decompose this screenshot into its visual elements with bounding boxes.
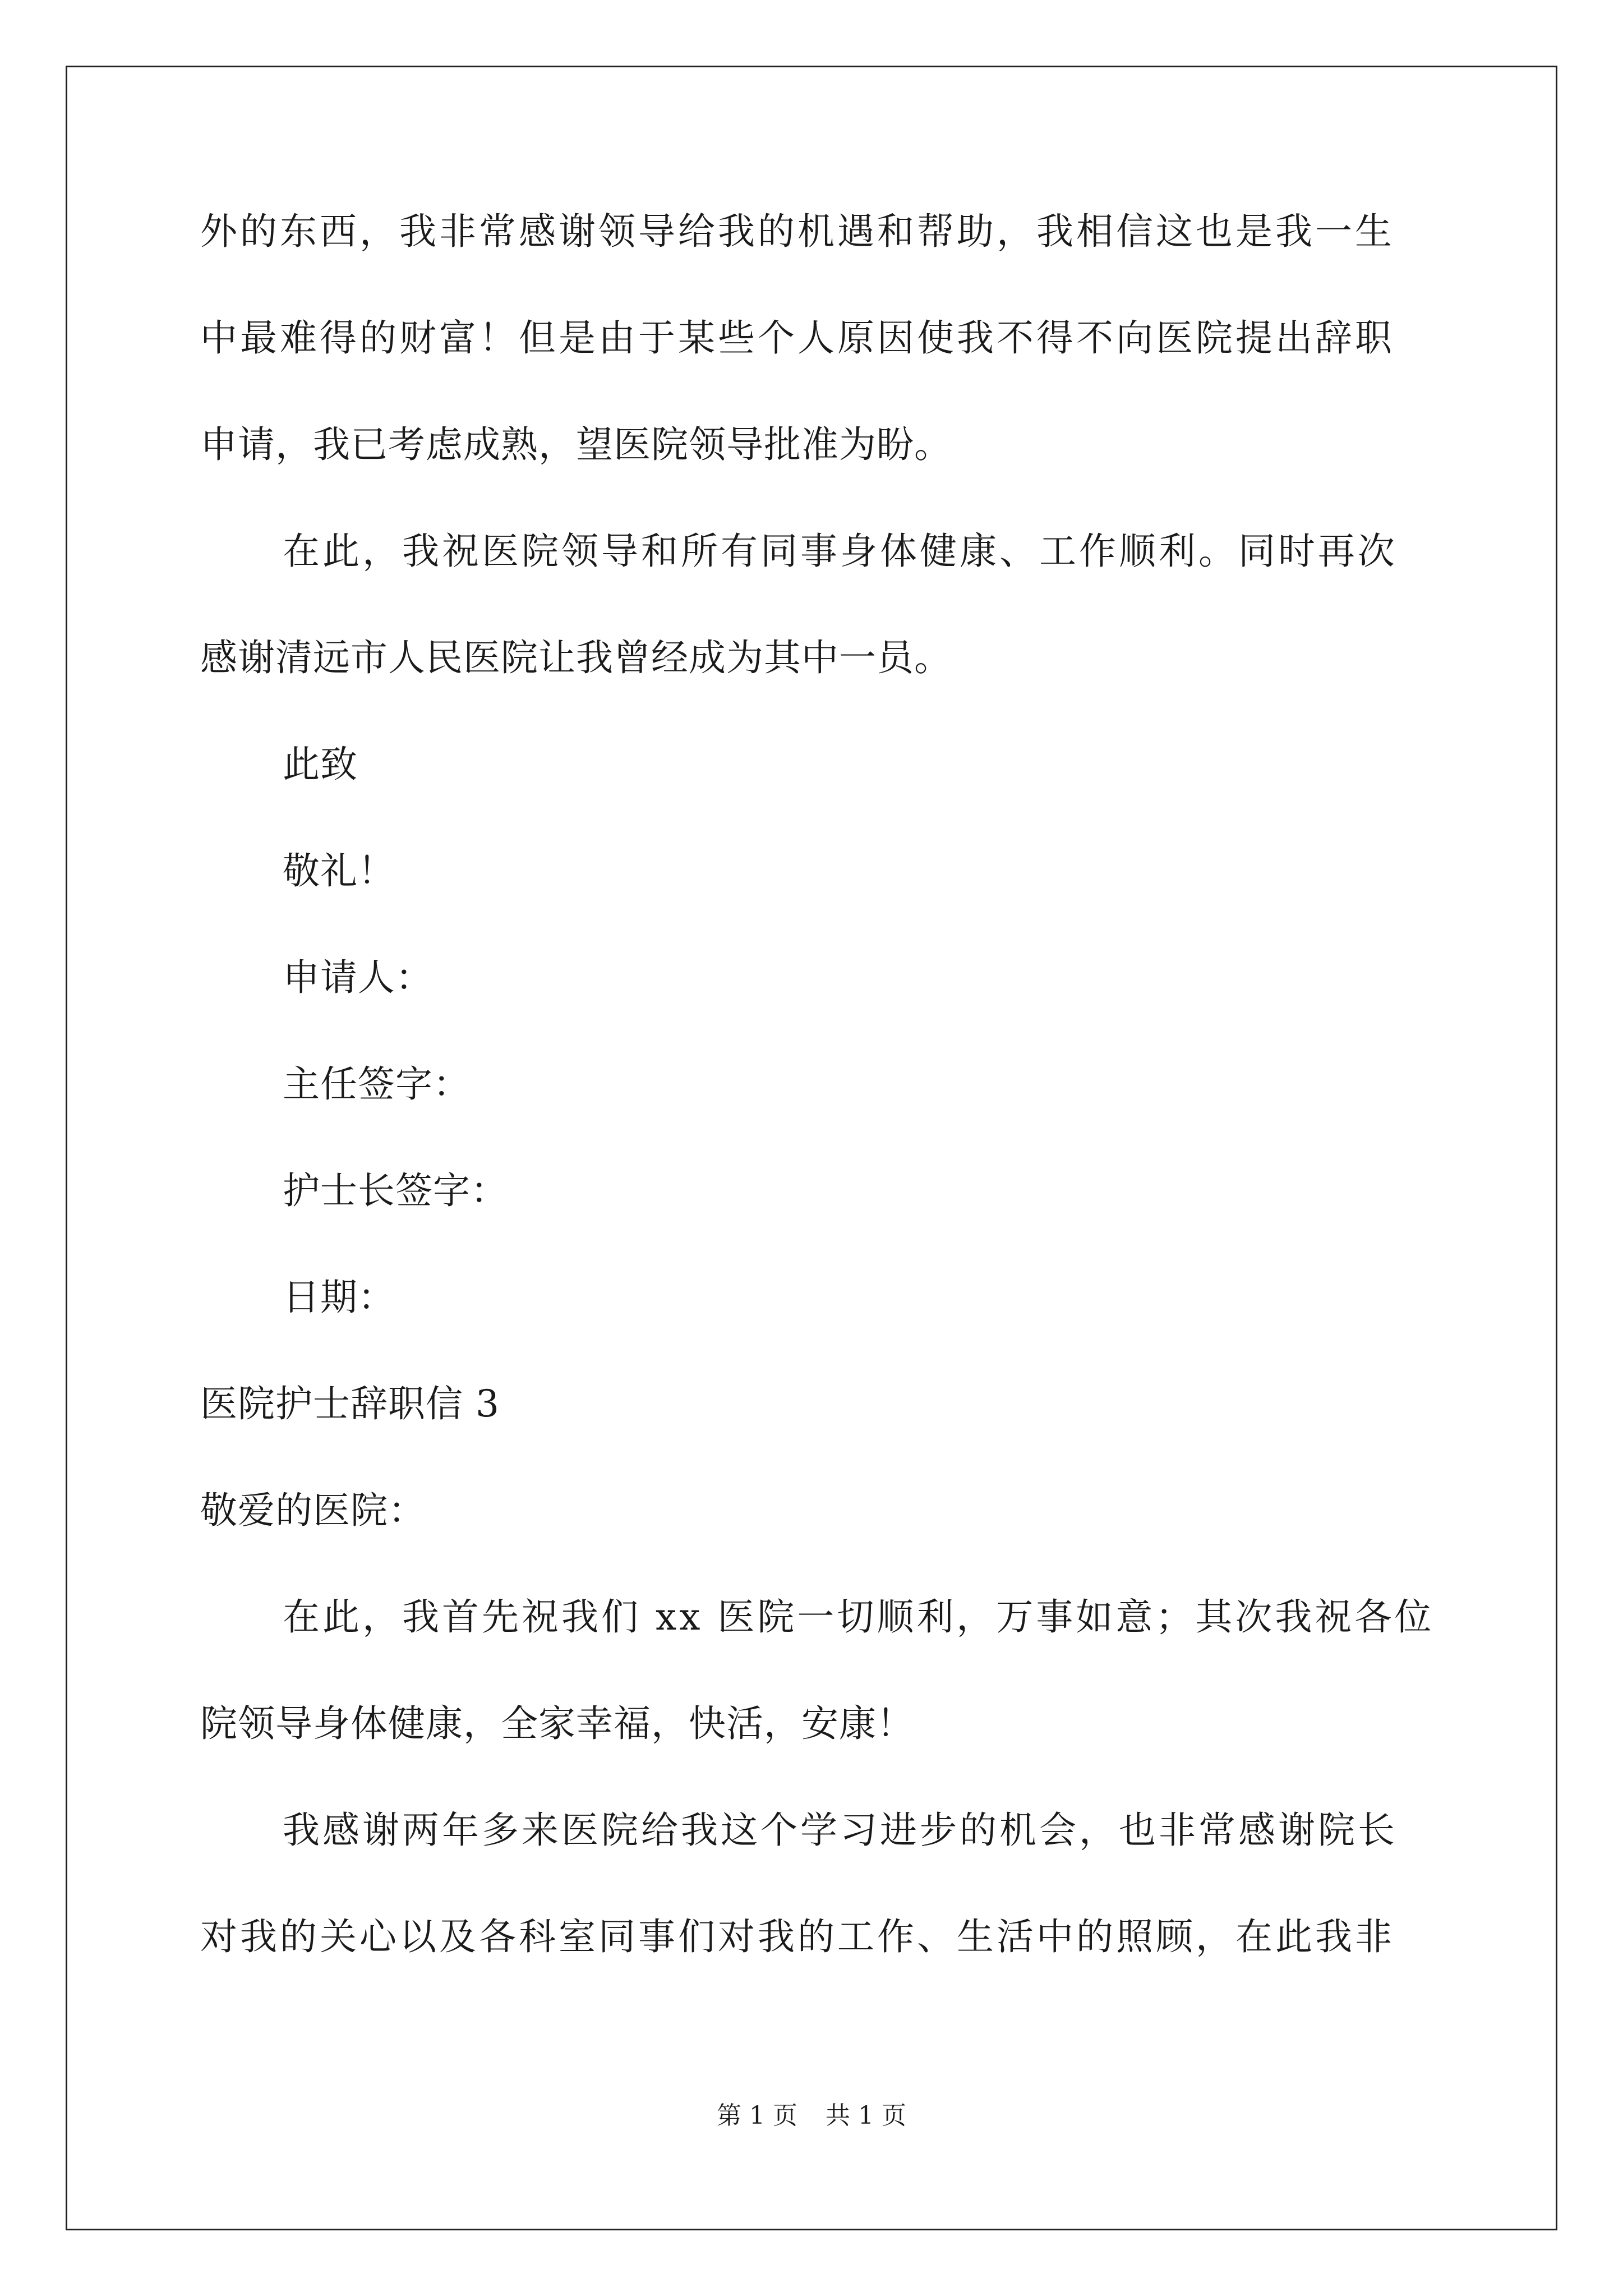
page-number: 第 1 页 <box>717 2101 797 2130</box>
date-label: 日期： <box>283 1276 395 1319</box>
section-title: 医院护士辞职信 3 <box>200 1382 500 1425</box>
head-nurse-signature-label: 护士长签字： <box>283 1169 508 1212</box>
paragraph-line: 对我的关心以及各科室同事们对我的工作、生活中的照顾，在此我非 <box>200 1915 1395 1958</box>
paragraph-line: 我感谢两年多来医院给我这个学习进步的机会，也非常感谢院长 <box>283 1809 1398 1852</box>
paragraph-line: 在此，我首先祝我们 xx 医院一切顺利，万事如意；其次我祝各位 <box>283 1595 1435 1639</box>
letter-greeting: 敬爱的医院： <box>200 1489 426 1532</box>
paragraph-line: 申请，我已考虑成熟，望医院领导批准为盼。 <box>200 423 952 466</box>
paragraph-line: 中最难得的财富！但是由于某些个人原因使我不得不向医院提出辞职 <box>200 316 1395 360</box>
closing-salutation: 此致 <box>283 743 358 786</box>
applicant-label: 申请人： <box>283 956 433 999</box>
closing-regards: 敬礼！ <box>283 849 395 892</box>
paragraph-line: 在此，我祝医院领导和所有同事身体健康、工作顺利。同时再次 <box>283 530 1398 573</box>
document-body <box>200 210 1435 2025</box>
paragraph-line: 外的东西，我非常感谢领导给我的机遇和帮助，我相信这也是我一生 <box>200 210 1395 253</box>
paragraph-line: 院领导身体健康，全家幸福，快活，安康！ <box>200 1702 914 1745</box>
page-footer <box>0 2102 1623 2129</box>
paragraph-line: 感谢清远市人民医院让我曾经成为其中一员。 <box>200 636 952 679</box>
director-signature-label: 主任签字： <box>283 1062 471 1106</box>
page-total: 共 1 页 <box>826 2101 906 2130</box>
